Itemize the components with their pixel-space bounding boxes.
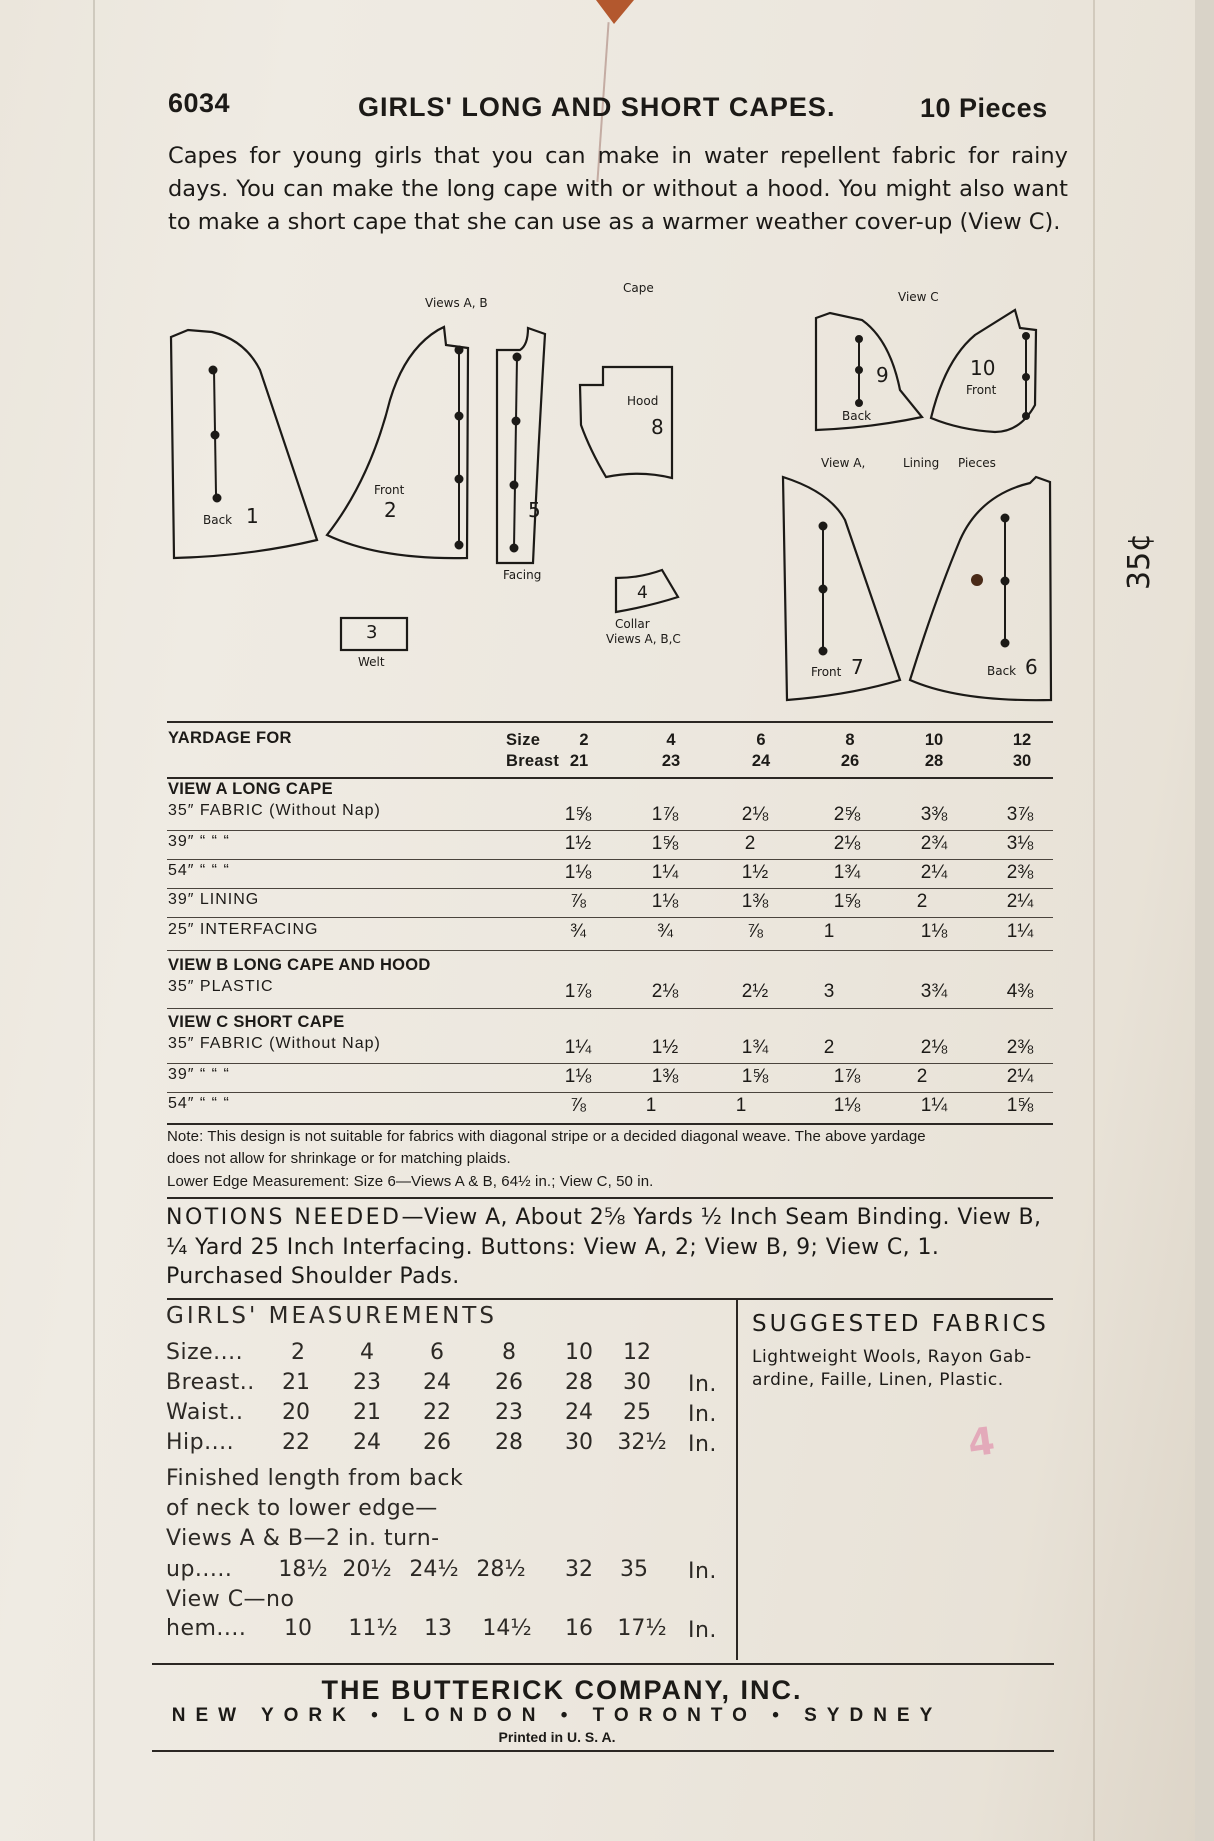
page-title: GIRLS' LONG AND SHORT CAPES. (358, 92, 836, 122)
label-view-a: View A, (821, 456, 866, 470)
suggested-fabrics-line: Lightweight Wools, Rayon Gab- (752, 1347, 1032, 1367)
pattern-number: 6034 (168, 88, 231, 118)
divider (167, 917, 1053, 918)
divider (167, 721, 1053, 723)
company-cities: NEW YORK • LONDON • TORONTO • SYDNEY (171, 1705, 943, 1726)
pieces-count: 10 Pieces (920, 93, 1048, 123)
label-lining: Lining (903, 456, 940, 470)
piece-10-name: Front (966, 383, 997, 397)
yardage-title: YARDAGE FOR (168, 729, 292, 747)
intro-description: Capes for young girls that you can make in water repellent fabric for rainy days. You can make the long cape with or without a hood. You might also want to make a short cape that she can use as a warmer weather cover-up (View C). (168, 143, 1068, 235)
piece-7-number: 7 (851, 655, 864, 679)
pattern-pieces-diagram (0, 0, 1214, 720)
yardage-note: Note: This design is not suitable for fabrics with diagonal stripe or a decided diagonal weave. The above yardage (167, 1128, 926, 1145)
finished-length-line: of neck to lower edge— (166, 1496, 438, 1521)
stain-spot (971, 574, 983, 586)
piece-10-number: 10 (970, 356, 996, 380)
piece-3-number: 3 (366, 622, 378, 643)
finished-length-line: Views A & B—2 in. turn- (166, 1526, 440, 1551)
piece-4-name: Collar (615, 617, 650, 631)
piece-1-name: Back (203, 513, 233, 527)
divider (167, 1092, 1053, 1093)
divider (167, 859, 1053, 860)
notions-text: —View A, About 2⅝ Yards ½ Inch Seam Binding. View B, ¼ Yard 25 Inch Interfacing. Buttons: View A, 2; View B, 9; View C, 1. Purchased Shoulder Pads. (166, 1205, 1042, 1289)
piece-8-number: 8 (651, 415, 664, 439)
label-view-c: View C (898, 290, 939, 304)
section-heading: VIEW A LONG CAPE (168, 780, 333, 798)
piece-9-name: Back (842, 409, 872, 423)
divider (167, 950, 1053, 951)
yardage-note-cont: does not allow for shrinkage or for matching plaids. (167, 1150, 511, 1167)
price-label: 35¢ (1122, 532, 1157, 590)
breast-label: Breast (506, 752, 560, 770)
piece-9-number: 9 (876, 363, 889, 387)
label-views-ab: Views A, B (425, 296, 488, 310)
lower-edge-measurement: Lower Edge Measurement: Size 6—Views A & B, 64½ in.; View C, 50 in. (167, 1173, 654, 1190)
piece-5-name: Facing (503, 568, 542, 582)
suggested-fabrics-line: ardine, Faille, Linen, Plastic. (752, 1370, 1004, 1390)
divider (152, 1750, 1054, 1752)
piece-4-views: Views A, B,C (606, 632, 681, 646)
pattern-envelope-back: 6034 GIRLS' LONG AND SHORT CAPES. 10 Pieces Capes for young girls that you can make in water repellent fabric for rainy days. You can make the long cape with or without a hood. You might also want to make a short cape that she can use as a warmer weather cover-up (View C). Views A, B Cape View C View A, Lining Pieces Back 1 Front 2 5 Facing Hood 8 4 Collar Views A, B,C 3 Welt 9 Back 10 Front Front 7 Back 6 35¢ YARDAGE FOR Size Breast 2 4 6 8 10 12 21 23 24 26 28 30 VIEW A LONG CAPE 35″ FABRIC (Without Nap) 1⅝ 1⅞ 2⅛ 2⅝ 3⅜ 3⅞ 39″ “ “ “ 1½ 1⅝ 2 2⅛ 2¾ 3⅛ 54″ “ “ “ 1⅛ 1¼ 1½ 1¾ 2¼ 2⅜ 39″ LINING ⅞ 1⅛ 1⅜ 1⅝ 2 2¼ 25″ INTERFACING ¾ ¾ ⅞ 1 1⅛ 1¼ VIEW B LONG CAPE AND HOOD 35″ PLASTIC 1⅞ 2⅛ 2½ 3 3¾ 4⅜ VIEW C SHORT CAPE 35″ FABRIC (Without Nap) 1¼ 1½ 1¾ 2 2⅛ 2⅜ 39″ “ “ “ 1⅛ 1⅜ 1⅝ 1⅞ 2 2¼ 54″ “ “ “ ⅞ 1 1 1⅛ 1¼ 1⅝ Note: This design is not suitable for fabrics with diagonal stripe or a decided diagonal weave. The above yardage does not allow for shrinkage or for matching plaids. Lower Edge Measurement: Size 6—Views A & B, 64½ in.; View C, 50 in. NOTIONS NEEDED—View A, About 2⅝ Yards ½ Inch Seam Binding. View B, ¼ Yard 25 Inch Interfacing. Buttons: View A, 2; View B, 9; View C, 1. Purchased Shoulder Pads. GIRLS' MEASUREMENTS Size.... 2 4 6 8 10 12 Breast.. 21 23 24 26 28 30 In. Waist.. 20 21 22 23 24 25 In. Hip.... 22 24 26 28 30 32½ In. Finished length from back of neck to lower edge— Views A & B—2 in. turn- up..... 18½ 20½ 24½ 28½ 32 35 In. View C—no hem.... 10 11½ 13 14½ 16 17½ In. SUGGESTED FABRICS Lightweight Wools, Rayon Gab- ardine, Faille, Linen, Plastic. 4 THE BUTTERICK COMPANY, INC. NEW YORK • LONDON • TORONTO • SYDNEY Printed in U. S. A. (0, 0, 1195, 1841)
divider (167, 1298, 1053, 1300)
divider (167, 777, 1053, 779)
pink-stamp: 4 (965, 1418, 998, 1466)
finished-length-line: Finished length from back (166, 1466, 464, 1491)
piece-6-name: Back (987, 664, 1017, 678)
piece-3-name: Welt (358, 655, 385, 669)
section-heading: VIEW C SHORT CAPE (168, 1013, 345, 1031)
piece-8-name: Hood (627, 394, 659, 408)
company-name: THE BUTTERICK COMPANY, INC. (321, 1675, 803, 1705)
divider (167, 1197, 1053, 1199)
divider (167, 1063, 1053, 1064)
notions-heading: NOTIONS NEEDED (166, 1205, 402, 1230)
suggested-fabrics-title: SUGGESTED FABRICS (752, 1311, 1049, 1337)
piece-2-name: Front (374, 483, 405, 497)
measurements-title: GIRLS' MEASUREMENTS (166, 1303, 497, 1329)
divider (152, 1663, 1054, 1665)
view-c-line: View C—no (166, 1587, 295, 1612)
size-label: Size (506, 731, 541, 749)
column-divider (736, 1300, 738, 1660)
divider (167, 830, 1053, 831)
piece-1-number: 1 (246, 504, 259, 528)
printed-in: Printed in U. S. A. (498, 1729, 616, 1745)
section-heading: VIEW B LONG CAPE AND HOOD (168, 956, 431, 974)
divider (167, 1123, 1053, 1125)
notions-needed (166, 1203, 1056, 1292)
divider (167, 888, 1053, 889)
divider (167, 1008, 1053, 1009)
piece-7-name: Front (811, 665, 842, 679)
piece-6-number: 6 (1025, 655, 1038, 679)
piece-5-number: 5 (528, 498, 541, 522)
piece-4-number: 4 (637, 583, 648, 603)
label-cape: Cape (623, 281, 654, 295)
piece-2-number: 2 (384, 498, 397, 522)
label-pieces: Pieces (958, 456, 996, 470)
